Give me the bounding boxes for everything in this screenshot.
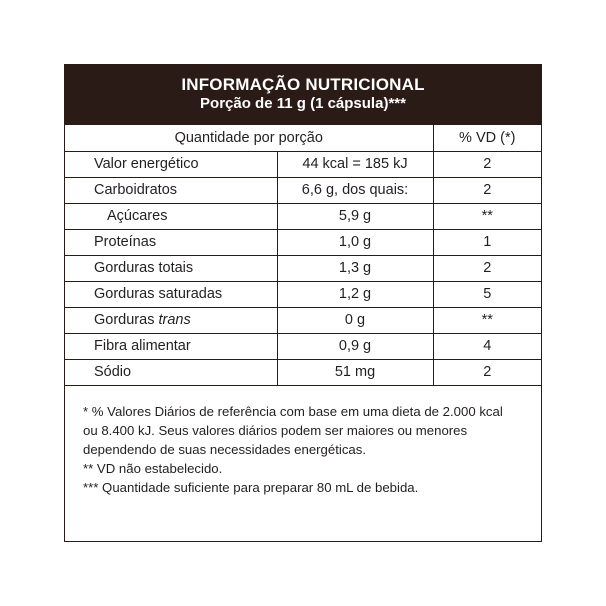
nutrient-vd: 2 bbox=[433, 177, 541, 203]
nutrition-facts-panel bbox=[64, 64, 542, 542]
table-row bbox=[65, 307, 541, 333]
nutrient-amount: 5,9 g bbox=[277, 203, 433, 229]
nutrient-vd: 1 bbox=[433, 229, 541, 255]
nutrient-name-main: Gorduras bbox=[94, 312, 155, 328]
nutrient-name bbox=[65, 307, 277, 333]
footnote-line: * % Valores Diários de referência com base em uma dieta de 2.000 kcal bbox=[83, 403, 503, 419]
nutrition-header bbox=[65, 65, 541, 125]
nutrient-name: Açúcares bbox=[65, 203, 277, 229]
nutrient-vd: 2 bbox=[433, 151, 541, 177]
nutrient-amount: 51 mg bbox=[277, 359, 433, 385]
nutrient-amount: 1,2 g bbox=[277, 281, 433, 307]
nutrient-name-italic: trans bbox=[158, 312, 191, 328]
footnote-line: *** Quantidade suficiente para preparar 80 mL de bebida. bbox=[83, 479, 419, 495]
table-row bbox=[65, 177, 541, 203]
table-row bbox=[65, 203, 541, 229]
table-row bbox=[65, 359, 541, 385]
footnote-line: ** VD não estabelecido. bbox=[83, 460, 223, 476]
nutrition-table bbox=[65, 125, 541, 386]
footnote-line: dependendo de suas necessidades energéticas. bbox=[83, 441, 367, 457]
nutrient-name: Sódio bbox=[65, 359, 277, 385]
nutrient-amount: 6,6 g, dos quais: bbox=[277, 177, 433, 203]
nutrient-name: Carboidratos bbox=[65, 177, 277, 203]
footnotes bbox=[65, 386, 541, 497]
nutrient-name: Gorduras saturadas bbox=[65, 281, 277, 307]
nutrient-amount: 0,9 g bbox=[277, 333, 433, 359]
table-row bbox=[65, 333, 541, 359]
vd-header: % VD (*) bbox=[433, 125, 541, 151]
nutrient-amount: 1,3 g bbox=[277, 255, 433, 281]
nutrient-name: Proteínas bbox=[65, 229, 277, 255]
nutrient-vd: 4 bbox=[433, 333, 541, 359]
table-row bbox=[65, 151, 541, 177]
serving-size: Porção de 11 g (1 cápsula)*** bbox=[200, 95, 406, 112]
nutrient-vd: 2 bbox=[433, 359, 541, 385]
nutrient-vd: 2 bbox=[433, 255, 541, 281]
nutrient-name: Fibra alimentar bbox=[65, 333, 277, 359]
table-row bbox=[65, 255, 541, 281]
nutrient-vd: ** bbox=[433, 203, 541, 229]
table-row bbox=[65, 281, 541, 307]
footnote-line: ou 8.400 kJ. Seus valores diários podem ser maiores ou menores bbox=[83, 422, 468, 438]
nutrient-vd: ** bbox=[433, 307, 541, 333]
nutrient-vd: 5 bbox=[433, 281, 541, 307]
table-row bbox=[65, 229, 541, 255]
nutrition-title: INFORMAÇÃO NUTRICIONAL bbox=[181, 75, 425, 94]
nutrient-amount: 44 kcal = 185 kJ bbox=[277, 151, 433, 177]
nutrient-name: Valor energético bbox=[65, 151, 277, 177]
column-header-row bbox=[65, 125, 541, 151]
nutrient-name: Gorduras totais bbox=[65, 255, 277, 281]
quantity-header: Quantidade por porção bbox=[65, 125, 433, 151]
nutrient-amount: 1,0 g bbox=[277, 229, 433, 255]
nutrient-amount: 0 g bbox=[277, 307, 433, 333]
